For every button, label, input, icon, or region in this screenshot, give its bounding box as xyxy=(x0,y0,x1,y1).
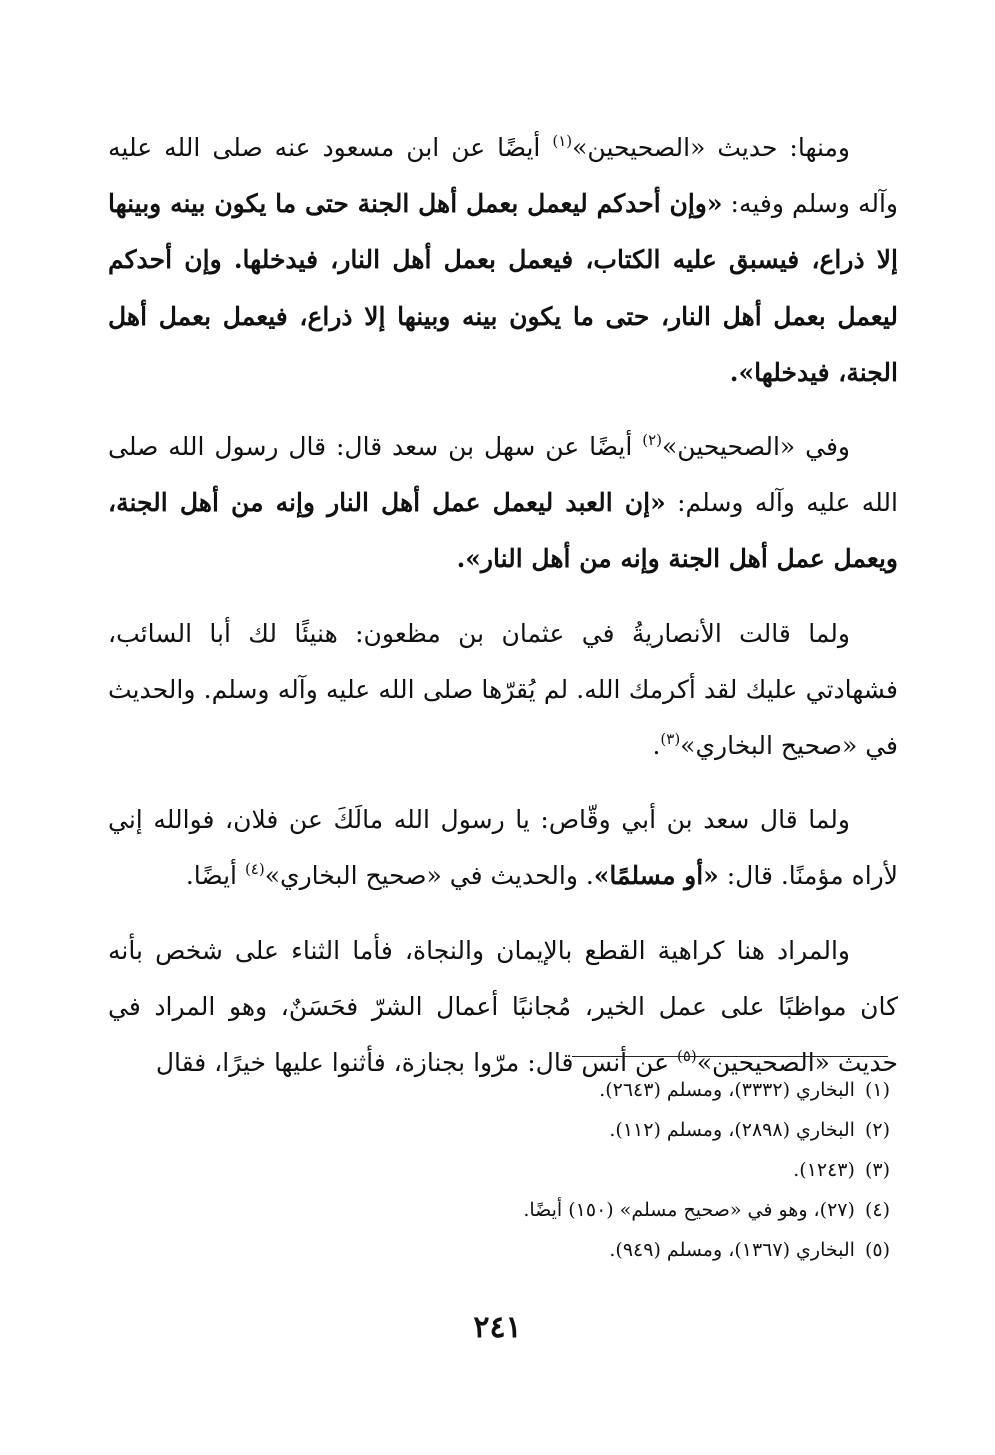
hadith-quote: «أو مسلمًا» xyxy=(593,861,719,891)
paragraph-3 xyxy=(108,606,898,775)
footnote-2 xyxy=(300,1110,890,1150)
footnote-4 xyxy=(300,1190,890,1230)
paragraph-text: أيضًا عن سهل بن سعد قال: قال رسول الله صلى الله عليه وآله وسلم: xyxy=(108,432,898,518)
footnote-text: البخاري (٢٨٩٨)، ومسلم (١١٢). xyxy=(609,1119,855,1141)
paragraph-text: أيضًا. xyxy=(185,861,245,891)
paragraph-text: ولما قال سعد بن أبي وقّاص: يا رسول الله مالَكَ عن فلان، فوالله إني لأراه مؤمنًا. قال: xyxy=(108,805,898,891)
footnote-number: (٥) xyxy=(864,1239,890,1261)
footnote-ref: (٥) xyxy=(676,1047,697,1066)
footnote-number: (٣) xyxy=(864,1159,890,1181)
paragraph-text: ومنها: حديث «الصحيحين» xyxy=(572,133,850,162)
paragraph-text: . والحديث في «صحيح البخاري» xyxy=(264,861,594,891)
footnote-ref: (٢) xyxy=(642,431,662,450)
hadith-quote: «إن العبد ليعمل عمل أهل النار وإنه من أهل الجنة، ويعمل عمل أهل الجنة وإنه من أهل النار». xyxy=(108,488,898,574)
paragraph-text: عن أنس قال: مرّوا بجنازة، فأثنوا عليها خيرًا، فقال xyxy=(155,1048,677,1078)
footnote-number: (٢) xyxy=(864,1119,890,1141)
paragraph-text: والمراد هنا كراهية القطع بالإيمان والنجاة، فأما الثناء على شخص بأنه كان مواظبًا على عمل الخير، مُجانبًا أعمال الشرّ فحَسَنٌ، وهو المراد في حديث «الصحيحين» xyxy=(108,935,898,1078)
footnote-ref: (٤) xyxy=(244,860,265,879)
paragraph-text: وفي «الصحيحين» xyxy=(662,432,850,462)
footnote-ref: (١) xyxy=(552,132,573,150)
paragraph-1 xyxy=(108,120,898,401)
footnote-5 xyxy=(300,1230,890,1270)
footnotes xyxy=(300,1070,890,1270)
footnote-1 xyxy=(300,1070,890,1110)
footnote-number: (١) xyxy=(864,1079,890,1101)
paragraph-2 xyxy=(108,419,898,588)
hadith-quote: «وإن أحدكم ليعمل بعمل أهل الجنة حتى ما يكون بينه وبينها إلا ذراع، فيسبق عليه الكتاب، فيعمل بعمل أهل النار، فيدخلها. وإن أحدكم ليعمل بعمل أهل النار، حتى ما يكون بينه وبينها إلا ذراع، فيعمل بعمل أهل الجنة، فيدخلها». xyxy=(108,189,898,387)
paragraph-4 xyxy=(108,792,898,904)
paragraph-text: ولما قالت الأنصاريةُ في عثمان بن مظعون: هنيئًا لك أبا السائب، فشهادتي عليك لقد أكرمك الله. لم يُقرّها صلى الله عليه وآله وسلم. والحديث في «صحيح البخاري» xyxy=(108,618,898,761)
footnote-number: (٤) xyxy=(864,1199,890,1221)
paragraph-text: أيضًا عن ابن مسعود عنه صلى الله عليه وآله وسلم وفيه: xyxy=(108,133,898,219)
footnote-text: البخاري (٣٣٣٢)، ومسلم (٢٦٤٣). xyxy=(599,1079,855,1101)
footnote-divider xyxy=(572,1056,888,1057)
footnote-text: البخاري (١٣٦٧)، ومسلم (٩٤٩). xyxy=(609,1239,855,1261)
main-text xyxy=(108,120,898,1109)
footnote-text: (٢٧)، وهو في «صحيح مسلم» (١٥٠) أيضًا. xyxy=(523,1199,855,1221)
footnote-text: (١٢٤٣). xyxy=(793,1159,855,1181)
paragraph-text: . xyxy=(652,731,661,761)
footnote-ref: (٣) xyxy=(660,730,681,749)
paragraph-5 xyxy=(108,923,898,1092)
page-number: ٢٤١ xyxy=(473,1310,522,1345)
footnote-3 xyxy=(300,1150,890,1190)
